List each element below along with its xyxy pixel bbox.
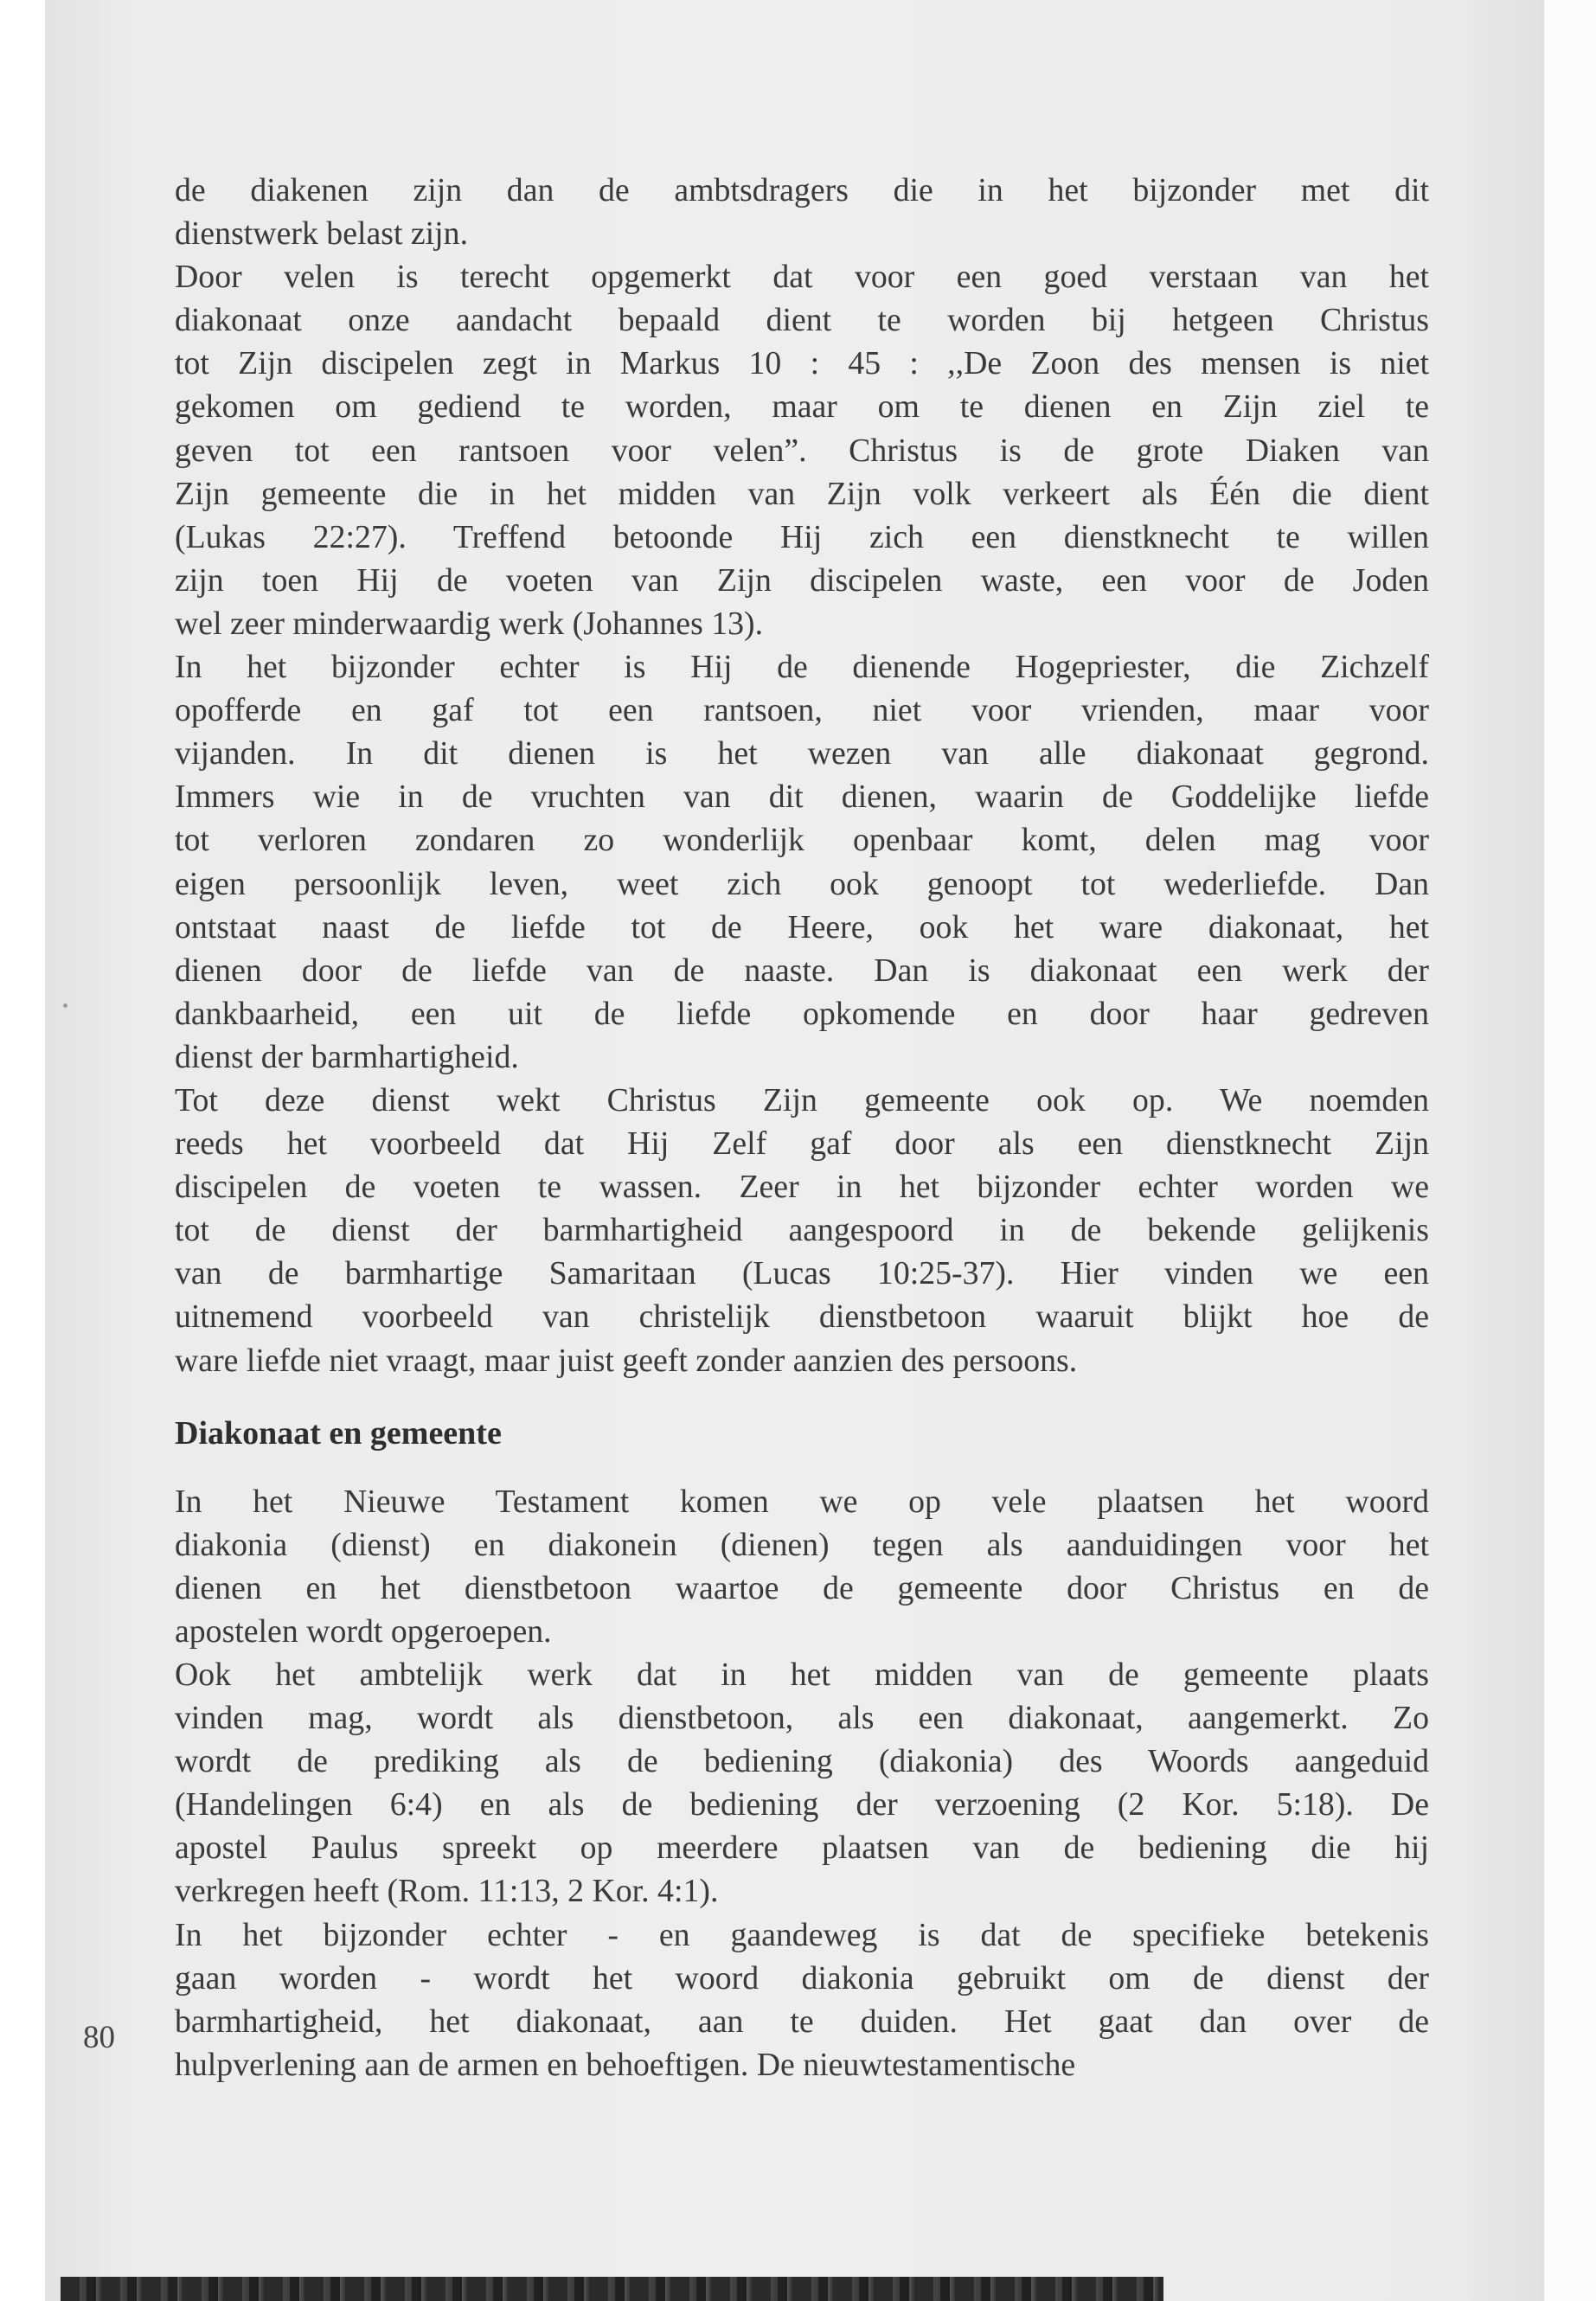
text-line: wordt de prediking als de bediening (diakonia) des Woords aangeduid: [175, 1743, 1429, 1780]
paragraph: [175, 1653, 1429, 1913]
paragraph: [175, 1913, 1429, 2086]
text-line: Zijn gemeente die in het midden van Zijn volk verkeert als Één die dient: [175, 475, 1429, 512]
paragraph: [175, 1079, 1429, 1382]
text-line: van de barmhartige Samaritaan (Lucas 10:25-37). Hier vinden we een: [175, 1255, 1429, 1292]
text-line: wel zeer minderwaardig werk (Johannes 13).: [175, 605, 764, 642]
text-line: (Lukas 22:27). Treffend betoonde Hij zich een dienstknecht te willen: [175, 518, 1429, 555]
text-line: dienen en het dienstbetoon waartoe de gemeente door Christus en de: [175, 1569, 1429, 1606]
margin-speck: [63, 1003, 67, 1008]
text-line: ware liefde niet vraagt, maar juist geeft zonder aanzien des persoons.: [175, 1342, 1078, 1379]
text-line: reeds het voorbeeld dat Hij Zelf gaf door als een dienstknecht Zijn: [175, 1125, 1429, 1163]
text-line: dienen door de liefde van de naaste. Dan is diakonaat een werk der: [175, 952, 1429, 989]
text-line: dienst der barmhartigheid.: [175, 1038, 519, 1075]
text-line: apostel Paulus spreekt op meerdere plaatsen van de bediening die hij: [175, 1830, 1429, 1867]
text-block-before-heading: [175, 169, 1429, 1382]
section-heading: Diakonaat en gemeente: [175, 1414, 502, 1452]
text-line: dankbaarheid, een uit de liefde opkomende en door haar gedreven: [175, 995, 1429, 1032]
text-line: (Handelingen 6:4) en als de bediening der verzoening (2 Kor. 5:18). De: [175, 1786, 1429, 1823]
paragraph: [175, 255, 1429, 645]
scan-margin-left: [0, 0, 45, 2301]
text-line: vinden mag, wordt als dienstbetoon, als een diakonaat, aangemerkt. Zo: [175, 1700, 1429, 1737]
text-line: discipelen de voeten te wassen. Zeer in het bijzonder echter worden we: [175, 1169, 1429, 1206]
text-line: diakonaat onze aandacht bepaald dient te worden bij hetgeen Christus: [175, 302, 1429, 339]
text-line: geven tot een rantsoen voor velen”. Christus is de grote Diaken van: [175, 432, 1429, 469]
text-line: Tot deze dienst wekt Christus Zijn gemeente ook op. We noemden: [175, 1081, 1429, 1118]
text-line: opofferde en gaf tot een rantsoen, niet voor vrienden, maar voor: [175, 692, 1429, 729]
text-line: de diakenen zijn dan de ambtsdragers die in het bijzonder met dit: [175, 172, 1429, 208]
text-line: zijn toen Hij de voeten van Zijn discipelen waste, een voor de Joden: [175, 561, 1429, 599]
text-line: tot de dienst der barmhartigheid aangespoord in de bekende gelijkenis: [175, 1212, 1429, 1249]
text-line: Door velen is terecht opgemerkt dat voor een goed verstaan van het: [175, 259, 1429, 296]
text-line: vijanden. In dit dienen is het wezen van alle diakonaat gegrond.: [175, 735, 1429, 772]
text-line: In het bijzonder echter is Hij de dienende Hogepriester, die Zichzelf: [175, 649, 1429, 686]
text-line: apostelen wordt opgeroepen.: [175, 1612, 552, 1650]
page-text: [175, 169, 1429, 2086]
scan-edge-band: [61, 2277, 1163, 2301]
text-line: gaan worden - wordt het woord diakonia gebruikt om de dienst der: [175, 1959, 1429, 1997]
text-line: tot verloren zondaren zo wonderlijk openbaar komt, delen mag voor: [175, 822, 1429, 859]
page-number: 80: [83, 2020, 115, 2055]
text-line: gekomen om gediend te worden, maar om te dienen en Zijn ziel te: [175, 388, 1429, 426]
text-line: eigen persoonlijk leven, weet zich ook genoopt tot wederliefde. Dan: [175, 865, 1429, 902]
paragraph: [175, 169, 1429, 255]
text-line: Immers wie in de vruchten van dit dienen, waarin de Goddelijke liefde: [175, 779, 1429, 816]
text-line: tot Zijn discipelen zegt in Markus 10 : 45 : ,,De Zoon des mensen is niet: [175, 345, 1429, 382]
text-line: In het Nieuwe Testament komen we op vele plaatsen het woord: [175, 1483, 1429, 1520]
text-line: verkregen heeft (Rom. 11:13, 2 Kor. 4:1).: [175, 1873, 719, 1910]
text-line: uitnemend voorbeeld van christelijk dienstbetoon waaruit blijkt hoe de: [175, 1298, 1429, 1336]
paragraph: [175, 645, 1429, 1079]
text-line: In het bijzonder echter - en gaandeweg is dat de specifieke betekenis: [175, 1916, 1429, 1953]
scan-margin-right: [1544, 0, 1596, 2301]
text-line: Ook het ambtelijk werk dat in het midden van de gemeente plaats: [175, 1657, 1429, 1693]
text-block-after-heading: [175, 1480, 1429, 2086]
text-line: barmhartigheid, het diakonaat, aan te duiden. Het gaat dan over de: [175, 2003, 1429, 2040]
paragraph: [175, 1480, 1429, 1653]
text-line: dienstwerk belast zijn.: [175, 215, 469, 253]
text-line: hulpverlening aan de armen en behoeftigen. De nieuwtestamentische: [175, 2046, 1076, 2083]
text-line: diakonia (dienst) en diakonein (dienen) tegen als aanduidingen voor het: [175, 1526, 1429, 1563]
text-line: ontstaat naast de liefde tot de Heere, ook het ware diakonaat, het: [175, 908, 1429, 945]
